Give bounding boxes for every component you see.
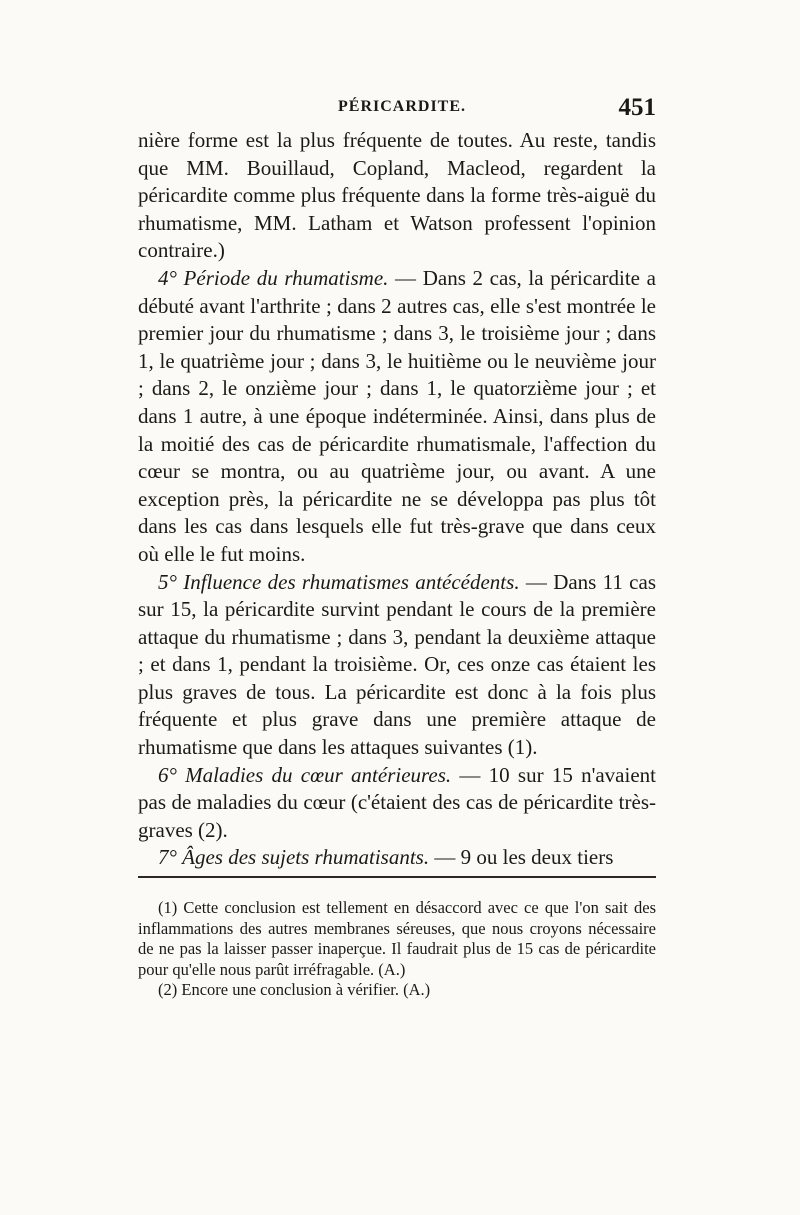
footnotes [138, 898, 656, 1001]
paragraph-text: — Dans 11 cas sur 15, la péricardite survint pendant le cours de la première attaque du rhumatisme ; dans 3, pendant la deuxième attaque ; et dans 1, pendant la troisième. Or, ces onze cas étaient les plus graves de tous. La péricardite est donc à la fois plus fréquente et plus grave dans une première attaque de rhumatisme que dans les attaques suivantes (1). [138, 569, 656, 760]
paragraph-periode-du-rhumatisme [138, 265, 656, 569]
running-title: PÉRICARDITE. [338, 98, 467, 115]
paragraph-text: nière forme est la plus fréquente de toutes. Au reste, tandis que MM. Bouillaud, Copland, Macleod, regardent la péricardite comme plus fréquente dans la forme très-aiguë du rhumatisme, MM. Latham et Watson professent l'opinion contraire.) [138, 128, 656, 263]
body-text [138, 127, 656, 872]
paragraph-text: — 9 ou les deux tiers [429, 845, 614, 870]
paragraph-text: — Dans 2 cas, la péricardite a débuté avant l'arthrite ; dans 2 autres cas, elle s'est montrée le premier jour du rhumatisme ; dans 3, le troisième jour ; dans 1, le quatrième jour ; dans 3, le huitième ou le neuvième jour ; dans 2, le onzième jour ; dans 1, le quatorzième jour ; et dans 1 autre, à une époque indéterminée. Ainsi, dans plus de la moitié des cas de péricardite rhumatismale, l'affection du cœur se montra, ou au quatrième jour, ou avant. A une exception près, la péricardite ne se développa pas plus tôt dans les cas dans lesquels elle fut très-grave que dans ceux où elle le fut moins. [138, 265, 656, 566]
paragraph-maladies-du-coeur [138, 762, 656, 845]
paragraph-rhumatismes-antecedents [138, 569, 656, 762]
section-heading: 5° Influence des rhumatismes antécédents. [158, 569, 520, 594]
section-heading: 4° Période du rhumatisme. [158, 265, 389, 290]
paragraph-ages-des-sujets [138, 844, 656, 872]
page-number: 451 [618, 94, 656, 121]
footnote-divider [138, 876, 656, 878]
section-heading: 7° Âges des sujets rhumatisants. [158, 845, 430, 870]
paragraph-continuation [138, 127, 656, 265]
paragraph-text: — 10 sur 15 n'avaient pas de maladies du cœur (c'étaient des cas de péricardite très-graves (2). [138, 762, 656, 842]
page-header [138, 96, 656, 126]
section-heading: 6° Maladies du cœur antérieures. [158, 762, 452, 787]
footnote-1: (1) Cette conclusion est tellement en désaccord avec ce que l'on sait des inflammations des autres membranes séreuses, que nous croyons nécessaire de ne pas la laisser passer inaperçue. Il faudrait plus de 15 cas de péricardite pour qu'elle nous parût irréfragable. (A.) [138, 898, 656, 979]
footnote-2: (2) Encore une conclusion à vérifier. (A.) [158, 980, 431, 1000]
